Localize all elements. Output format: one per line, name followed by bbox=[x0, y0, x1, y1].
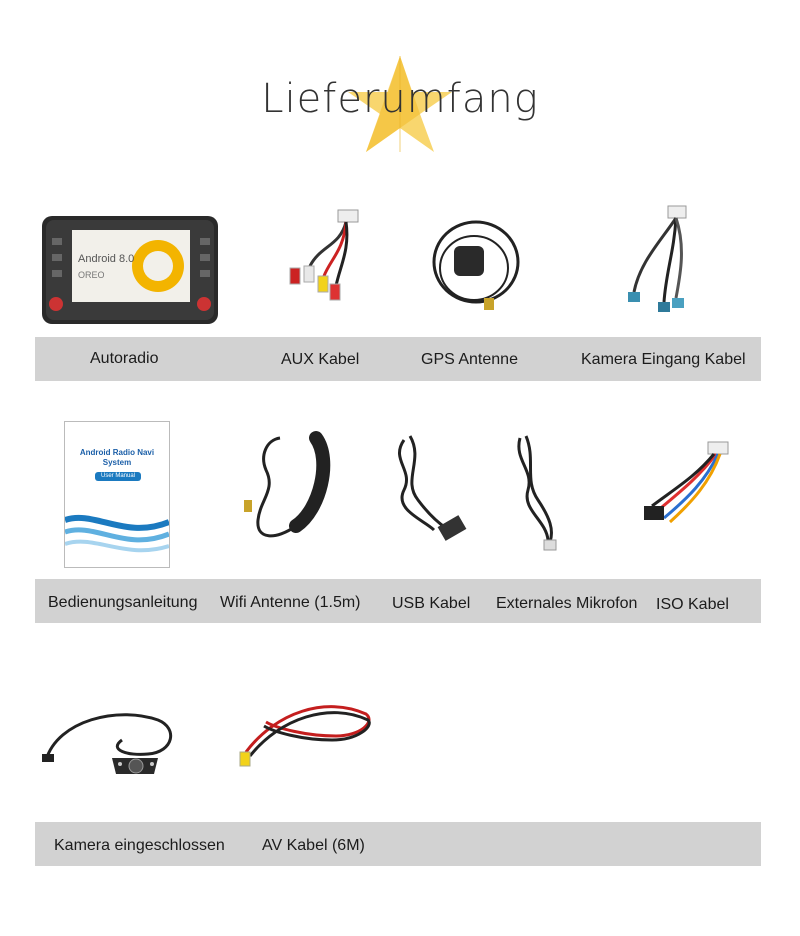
item-label: USB Kabel bbox=[392, 595, 471, 612]
item-label: Externales Mikrofon bbox=[496, 595, 638, 612]
aux-cable-icon bbox=[280, 206, 370, 316]
page-title: Lieferumfang bbox=[261, 76, 539, 122]
item-label: Kamera eingeschlossen bbox=[54, 837, 225, 854]
av-cable-icon bbox=[236, 692, 376, 776]
item-label: ISO Kabel bbox=[656, 596, 729, 613]
item-label: AUX Kabel bbox=[281, 351, 360, 368]
item-label: Bedienungsanleitung bbox=[48, 594, 198, 611]
svg-text:Android 8.0: Android 8.0 bbox=[78, 253, 135, 265]
microphone-cable-icon bbox=[510, 430, 580, 554]
page-header bbox=[250, 52, 550, 162]
wifi-antenna-icon bbox=[236, 430, 346, 554]
camera-input-cable-icon bbox=[620, 202, 700, 326]
item-label: Kamera Eingang Kabel bbox=[581, 351, 746, 368]
gps-antenna-icon bbox=[426, 212, 522, 314]
item-label: Wifi Antenne (1.5m) bbox=[220, 594, 361, 611]
car-radio-icon bbox=[40, 210, 222, 328]
item-label: AV Kabel (6M) bbox=[262, 837, 365, 854]
item-label: Autoradio bbox=[90, 350, 159, 367]
usb-cable-icon bbox=[384, 430, 474, 554]
manual-icon: Android Radio Navi System User Manual bbox=[64, 421, 170, 568]
svg-text:OREO: OREO bbox=[78, 270, 105, 280]
item-label: GPS Antenne bbox=[421, 351, 518, 368]
camera-icon bbox=[38, 700, 182, 784]
iso-cable-icon bbox=[640, 436, 736, 536]
